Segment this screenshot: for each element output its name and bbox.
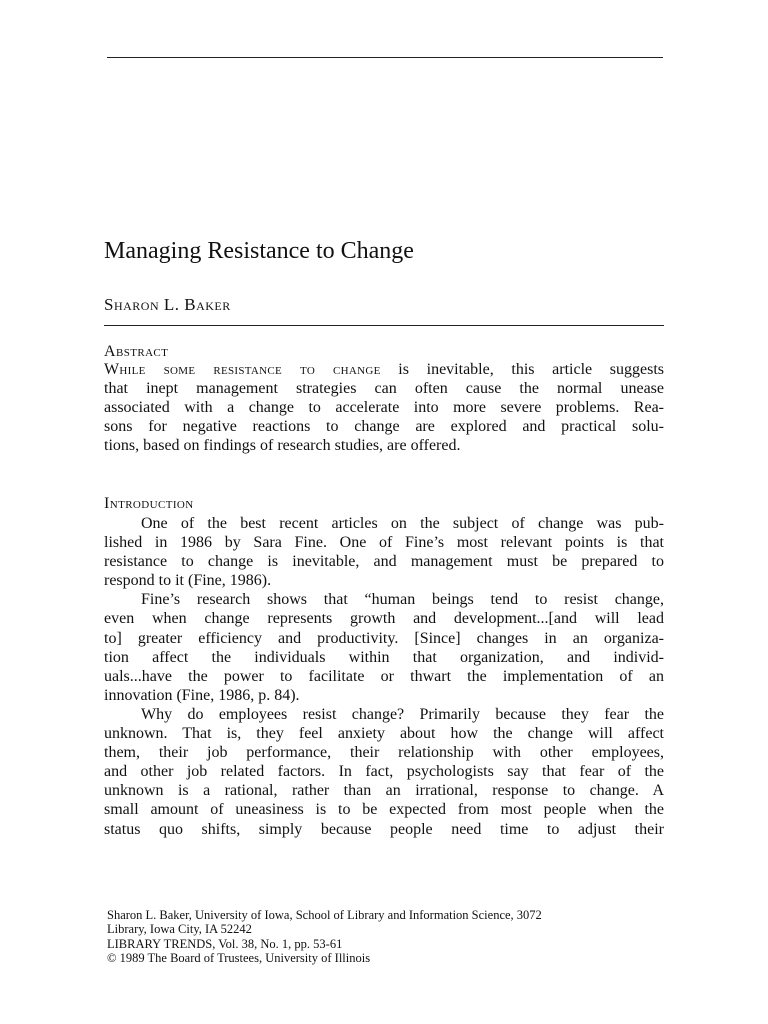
body-line: Fine’s research shows that “human beings tend to resist change, (141, 591, 664, 609)
header-rule (107, 57, 663, 58)
abstract-line: tions, based on findings of research studies, are offered. (104, 437, 461, 455)
body-line: uals...have the power to facilitate or thwart the implementation of an (104, 667, 664, 685)
author-name: Sharon L. Baker (104, 295, 231, 314)
body-line: small amount of uneasiness is to be expected from most people when the (104, 801, 664, 819)
body-line: and other job related factors. In fact, psychologists say that fear of the (104, 763, 664, 781)
body-line: unknown is a rational, rather than an irrational, response to change. A (104, 782, 664, 800)
body-line: resistance to change is inevitable, and management must be prepared to (104, 553, 664, 571)
author-affiliation-footnote (107, 908, 667, 965)
body-line: One of the best recent articles on the subject of change was pub- (141, 515, 664, 532)
body-line: lished in 1986 by Sara Fine. One of Fine’s most relevant points is that (104, 534, 664, 552)
footnote-line: © 1989 The Board of Trustees, University of Illinois (107, 950, 371, 965)
footnote-line: Library, Iowa City, IA 52242 (107, 922, 252, 937)
article-title: Managing Resistance to Change (104, 238, 414, 264)
introduction-body (104, 514, 664, 839)
author-rule (104, 325, 664, 326)
body-line: even when change represents growth and development...[and will lead (104, 610, 664, 628)
body-line: respond to it (Fine, 1986). (104, 572, 272, 590)
body-line: Why do employees resist change? Primarily because they fear the (141, 705, 664, 723)
abstract-lead: While some resistance to change (104, 361, 381, 378)
body-line: tion affect the individuals within that organization, and individ- (104, 648, 664, 666)
abstract-line: that inept management strategies can often cause the normal unease (104, 380, 664, 398)
body-line: them, their job performance, their relationship with other employees, (104, 744, 664, 762)
footnote-line: LIBRARY TRENDS, Vol. 38, No. 1, pp. 53-61 (107, 936, 343, 951)
abstract-body (104, 360, 664, 455)
abstract-heading: Abstract (104, 343, 169, 360)
abstract-line: sons for negative reactions to change are explored and practical solu- (104, 418, 664, 436)
body-line: status quo shifts, simply because people need time to adjust their (104, 820, 664, 838)
body-line: innovation (Fine, 1986, p. 84). (104, 686, 300, 704)
body-line: unknown. That is, they feel anxiety about how the change will affect (104, 725, 664, 743)
introduction-heading: Introduction (104, 495, 194, 512)
abstract-line (104, 360, 664, 379)
abstract-line: associated with a change to accelerate into more severe problems. Rea- (104, 399, 664, 417)
body-line: to] greater efficiency and productivity. [Since] changes in an organiza- (104, 629, 664, 647)
abstract-line-text: is inevitable, this article suggests (380, 361, 664, 378)
footnote-line: Sharon L. Baker, University of Iowa, School of Library and Information Science, 3072 (107, 908, 542, 922)
